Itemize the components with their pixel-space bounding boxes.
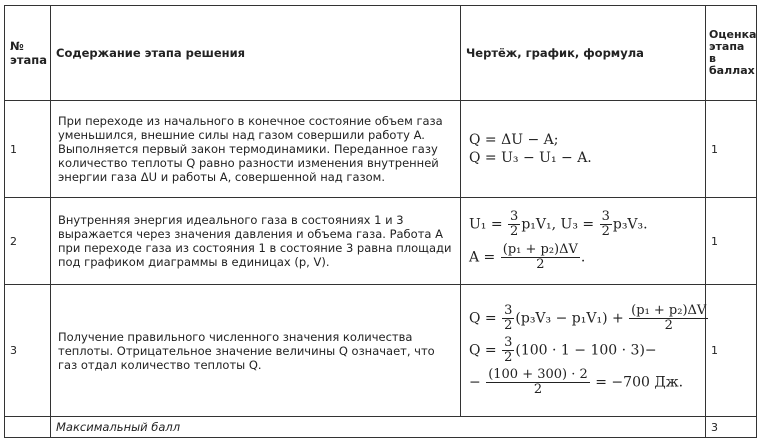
numerator: 3 — [504, 303, 513, 318]
header-drawing: Чертёж, график, формула — [461, 6, 706, 101]
numerator: 3 — [504, 335, 513, 350]
stage-score: 1 — [706, 198, 757, 285]
fraction — [508, 210, 520, 239]
formula-text: = −700 Дж. — [590, 374, 684, 391]
header-stage-number: № этапа — [5, 6, 51, 101]
stage-description: Получение правильного численного значения количества теплоты. Отрицательное значение величины Q означает, что газ отдал количество теплоты Q. — [51, 285, 461, 417]
formula-text: p₁V₁, U₃ = — [521, 216, 599, 233]
footer-empty-cell — [5, 417, 51, 438]
formula-text: Q = — [469, 342, 502, 359]
table-row — [5, 285, 757, 417]
table-row — [5, 198, 757, 285]
fraction — [629, 304, 708, 333]
formula-text: (p₃V₃ − p₁V₁) + — [515, 310, 629, 327]
formula-text: Q = — [469, 310, 502, 327]
fraction — [501, 243, 580, 272]
max-score-value: 3 — [706, 417, 757, 438]
stage-description: При переходе из начального в конечное состояние объем газа уменьшился, внешние силы над газом совершили работу A. Выполняется первый закон термодинамики. Переданное газу количество теплоты Q равно разности изменения внутренней энергии газа ΔU и работы A, совершенной над газом. — [51, 101, 461, 198]
fraction — [600, 210, 612, 239]
formula-text: . — [580, 249, 586, 266]
denominator: 2 — [536, 257, 545, 272]
numerator: 3 — [601, 209, 610, 224]
formula-text: p₃V₃. — [612, 216, 648, 233]
solution-table — [4, 5, 757, 438]
formula-text: A = — [469, 249, 500, 266]
formula-line — [469, 303, 707, 333]
denominator: 2 — [533, 382, 543, 397]
stage-formula — [461, 101, 706, 198]
table-row — [5, 101, 757, 198]
numerator: (p₁ + p₂)ΔV — [502, 242, 578, 257]
formula-text: U₁ = — [469, 216, 508, 233]
stage-number: 2 — [5, 198, 51, 285]
footer-row — [5, 417, 757, 438]
formula-text: − — [469, 374, 486, 391]
denominator: 2 — [664, 318, 673, 333]
header-content: Содержание этапа решения — [51, 6, 461, 101]
denominator: 2 — [601, 224, 610, 239]
formula-text: (100 · 1 − 100 · 3)− — [515, 342, 657, 359]
header-row — [5, 6, 757, 101]
denominator: 2 — [510, 224, 519, 239]
stage-number: 1 — [5, 101, 51, 198]
stage-formula — [461, 285, 706, 417]
formula-line — [469, 368, 700, 397]
stage-formula — [461, 198, 706, 285]
formula-line — [469, 336, 700, 365]
formula-line: Q = ΔU − A; — [469, 132, 559, 148]
fraction — [502, 304, 514, 333]
stage-description: Внутренняя энергия идеального газа в состояниях 1 и 3 выражается через значения давления и объема газа. Работа A при переходе газа из состояния 1 в состояние 3 равна площади под графиком диаграммы в единицах (p, V). — [51, 198, 461, 285]
numerator: 3 — [510, 209, 519, 224]
formula-line: Q = U₃ − U₁ − A. — [469, 150, 592, 166]
denominator: 2 — [504, 350, 513, 365]
header-score: Оценка этапа в баллах — [706, 6, 757, 101]
numerator: (p₁ + p₂)ΔV — [631, 303, 707, 318]
max-score-label: Максимальный балл — [51, 417, 706, 438]
fraction — [486, 368, 590, 397]
stage-score: 1 — [706, 101, 757, 198]
fraction — [502, 336, 514, 365]
stage-number: 3 — [5, 285, 51, 417]
denominator: 2 — [504, 318, 513, 333]
formula-line — [469, 210, 700, 239]
formula-line — [469, 243, 700, 272]
numerator: (100 + 300) · 2 — [488, 367, 588, 382]
stage-score: 1 — [706, 285, 757, 417]
